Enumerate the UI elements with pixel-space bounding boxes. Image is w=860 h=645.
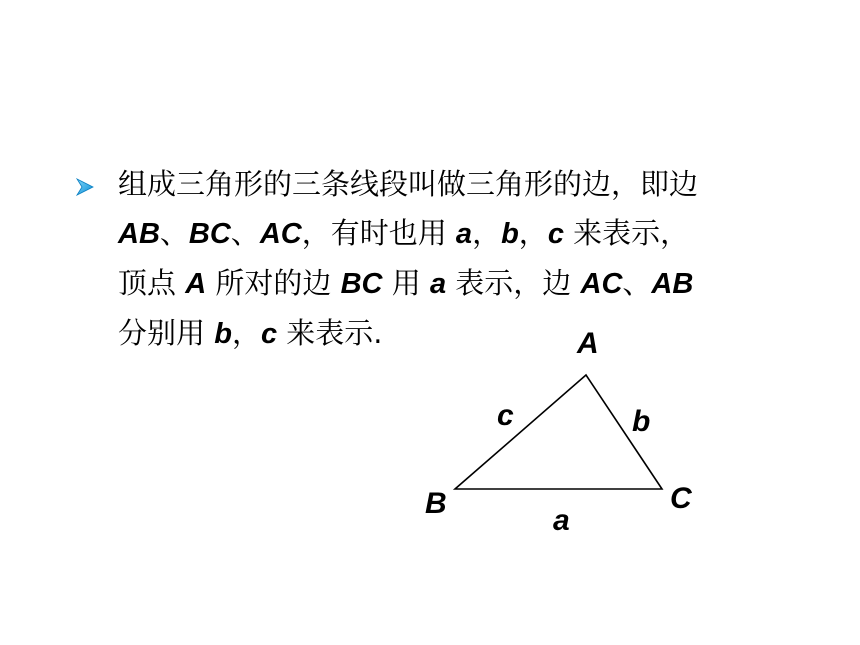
side-label-a: a xyxy=(553,504,570,537)
line2-end-text: 来表示， xyxy=(563,216,690,250)
line4-text: 分别用 xyxy=(118,316,215,350)
side-symbol-c: c xyxy=(547,218,564,250)
vertex-label-a: A xyxy=(577,327,599,360)
line3-text: 表示，边 xyxy=(446,266,581,300)
line3-text: 所对的边 xyxy=(206,266,341,300)
side-symbol-b: b xyxy=(214,318,232,350)
triangle-abc xyxy=(455,375,662,489)
comma: ， xyxy=(518,216,548,250)
side-name-bc: BC xyxy=(188,218,231,250)
side-label-b: b xyxy=(632,405,651,438)
side-symbol-c: c xyxy=(260,318,278,350)
comma: ， xyxy=(472,216,502,250)
vertex-label-b: B xyxy=(425,487,447,520)
line3-text: 用 xyxy=(382,266,430,300)
side-name-ab: AB xyxy=(118,218,160,250)
side-symbol-a: a xyxy=(429,268,447,300)
line2-text: ，有时也用 xyxy=(301,216,456,250)
vertex-label-c: C xyxy=(670,482,692,515)
line1-text: 组成三角形的三条线段叫做三角形的边，即边 xyxy=(118,167,699,201)
line4-end-text: 来表示. xyxy=(277,316,383,350)
comma: ， xyxy=(231,316,261,350)
side-name-bc: BC xyxy=(340,268,383,300)
separator: 、 xyxy=(230,216,260,250)
separator: 、 xyxy=(159,216,189,250)
separator: 、 xyxy=(622,266,652,300)
side-name-ac: AC xyxy=(259,218,302,250)
vertex-name-a: A xyxy=(185,268,207,300)
side-name-ab: AB xyxy=(651,268,694,300)
side-symbol-a: a xyxy=(455,218,473,250)
side-name-ac: AC xyxy=(580,268,623,300)
side-symbol-b: b xyxy=(501,218,519,250)
line3-text: 顶点 xyxy=(118,266,186,300)
side-label-c: c xyxy=(497,399,514,432)
